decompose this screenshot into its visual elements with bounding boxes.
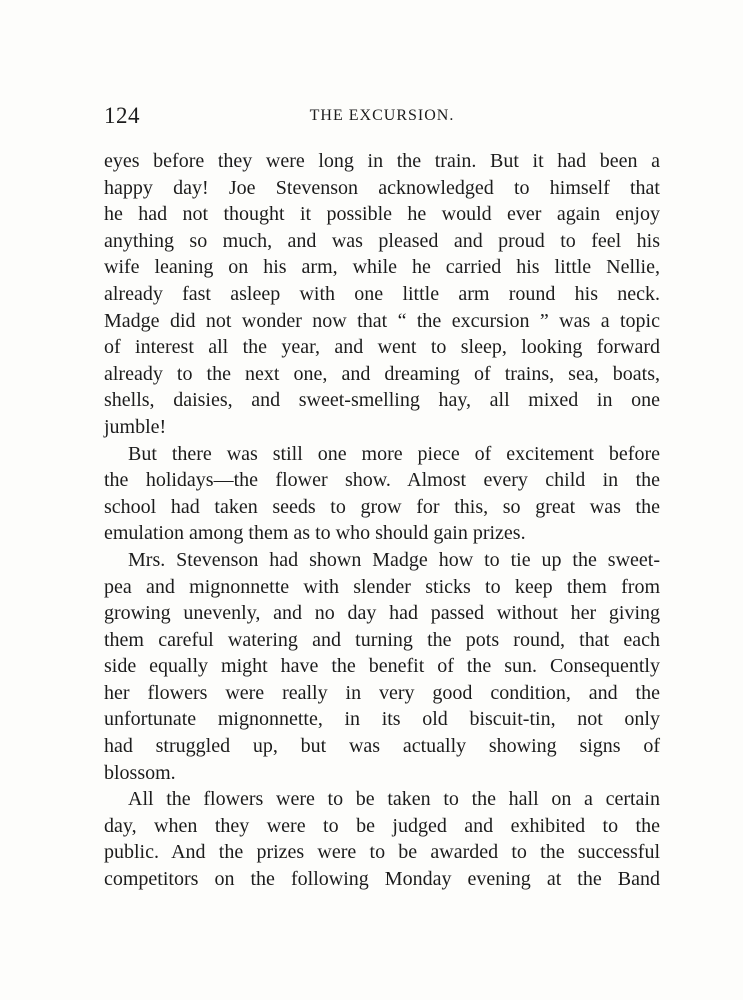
running-head (104, 103, 660, 133)
paragraph (104, 786, 660, 892)
text-line: pea and mignonnette with slender sticks to keep them from (104, 575, 660, 598)
text-line: wife leaning on his arm, while he carried his little Nellie, (104, 256, 660, 279)
text-line: already to the next one, and dreaming of trains, sea, boats, (104, 362, 660, 385)
text-line: day, when they were to be judged and exhibited to the (104, 814, 660, 837)
text-line: them careful watering and turning the pots round, that each (104, 628, 660, 651)
text-line: Mrs. Stevenson had shown Madge how to tie up the sweet- (128, 548, 660, 571)
text-line: happy day! Joe Stevenson acknowledged to himself that (104, 176, 660, 199)
text-line: side equally might have the benefit of the sun. Consequently (104, 655, 660, 678)
paragraph (104, 441, 660, 547)
text-line: anything so much, and was pleased and proud to feel his (104, 229, 660, 252)
text-line: public. And the prizes were to be awarded to the successful (104, 841, 660, 864)
text-line: had struggled up, but was actually showing signs of (104, 735, 660, 758)
text-line: already fast asleep with one little arm round his neck. (104, 282, 660, 305)
text-line: jumble! (104, 415, 167, 438)
text-line: competitors on the following Monday evening at the Band (104, 868, 660, 891)
text-line: All the flowers were to be taken to the hall on a certain (128, 788, 660, 811)
text-line: eyes before they were long in the train. But it had been a (104, 150, 660, 172)
paragraph (104, 547, 660, 786)
text-line: blossom. (104, 761, 176, 784)
text-line: school had taken seeds to grow for this, so great was the (104, 495, 660, 518)
text-line: growing unevenly, and no day had passed without her giving (104, 602, 660, 625)
text-line: Madge did not wonder now that “ the excursion ” was a topic (104, 309, 660, 332)
text-line: shells, daisies, and sweet-smelling hay, all mixed in one (104, 389, 660, 412)
text-line: her flowers were really in very good condition, and the (104, 681, 660, 704)
body-text (104, 148, 660, 893)
text-line: he had not thought it possible he would ever again enjoy (104, 203, 660, 226)
text-line: emulation among them as to who should gain prizes. (104, 522, 526, 545)
page-number: 124 (104, 103, 140, 128)
text-line: the holidays—the flower show. Almost every child in the (104, 469, 660, 492)
text-line: unfortunate mignonnette, in its old biscuit-tin, not only (104, 708, 660, 731)
paragraph (104, 148, 660, 441)
text-line: But there was still one more piece of excitement before (128, 442, 660, 465)
text-line: of interest all the year, and went to sleep, looking forward (104, 336, 660, 359)
running-title: THE EXCURSION. (309, 107, 455, 124)
